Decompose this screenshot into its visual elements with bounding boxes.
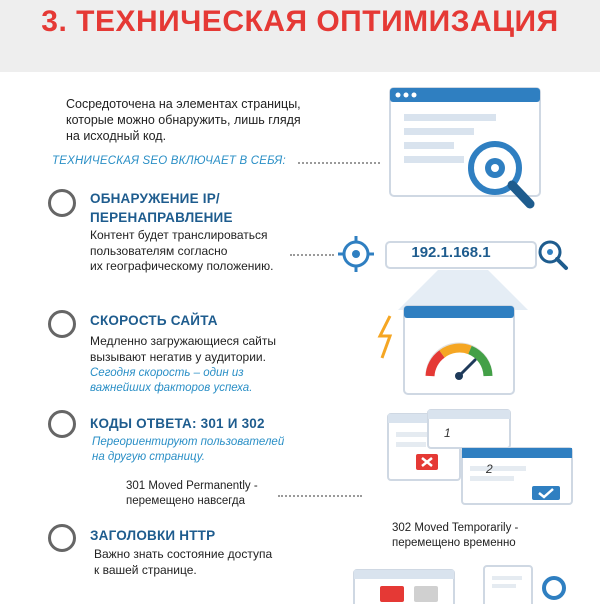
code-note-line: 301 Moved Permanently - bbox=[126, 480, 258, 492]
projection-beam bbox=[398, 270, 528, 310]
intro-line: на исходный код. bbox=[66, 129, 167, 143]
section-note-line: на другую страницу. bbox=[92, 451, 205, 463]
code-note-line: 302 Moved Temporarily - bbox=[392, 522, 519, 534]
section-body-headers bbox=[94, 547, 272, 578]
dotted-connector bbox=[278, 495, 362, 497]
header-band bbox=[0, 0, 600, 72]
intro-line: Сосредоточена на элементах страницы, bbox=[66, 97, 301, 111]
section-title-speed: СКОРОСТЬ САЙТА bbox=[90, 313, 218, 328]
http-headers-illustration bbox=[354, 566, 594, 604]
dotted-connector bbox=[298, 162, 380, 164]
code-302-note bbox=[392, 521, 518, 551]
section-body-line: вызывают негатив у аудитории. bbox=[90, 349, 266, 364]
includes-label: ТЕХНИЧЕСКАЯ SEO ВКЛЮЧАЕТ В СЕБЯ: bbox=[52, 155, 286, 167]
section-bullet-circle bbox=[48, 410, 76, 438]
lightning-icon bbox=[380, 316, 390, 358]
section-bullet-circle bbox=[48, 310, 76, 338]
section-body-line: пользователям согласно bbox=[90, 243, 228, 258]
code-301-note bbox=[126, 479, 258, 509]
section-title-codes: КОДЫ ОТВЕТА: 301 И 302 bbox=[90, 416, 265, 431]
section-bullet-circle bbox=[48, 189, 76, 217]
redirect-number-2: 2 bbox=[486, 462, 493, 476]
section-title-line: ПЕРЕНАПРАВЛЕНИЕ bbox=[90, 210, 233, 225]
section-body-line: их географическому положению. bbox=[90, 259, 274, 273]
section-title-ip bbox=[90, 189, 233, 227]
close-icon bbox=[380, 586, 404, 602]
magnifier-icon bbox=[544, 578, 564, 598]
section-body-line: Важно знать состояние доступа bbox=[94, 547, 273, 561]
intro-text bbox=[66, 96, 326, 144]
section-note-speed bbox=[90, 366, 252, 396]
section-body-speed bbox=[90, 334, 276, 365]
section-bullet-circle bbox=[48, 524, 76, 552]
section-body-line: Контент будет транслироваться bbox=[90, 228, 268, 242]
code-note-line: перемещено временно bbox=[392, 537, 516, 549]
section-note-line: Сегодня скорость – один из bbox=[90, 367, 244, 379]
section-note-line: Переориентируют пользователей bbox=[92, 436, 285, 448]
dotted-connector bbox=[290, 254, 334, 256]
section-note-line: важнейших факторов успеха. bbox=[90, 382, 253, 394]
section-note-codes bbox=[92, 435, 284, 465]
intro-line: которые можно обнаружить, лишь глядя bbox=[66, 113, 301, 127]
section-title-line: ОБНАРУЖЕНИЕ IP/ bbox=[90, 191, 220, 206]
page-title: 3. ТЕХНИЧЕСКАЯ ОПТИМИЗАЦИЯ bbox=[41, 5, 559, 38]
section-body-ip bbox=[90, 228, 273, 275]
section-body-line: к вашей странице. bbox=[94, 562, 197, 577]
speed-gauge-illustration bbox=[380, 306, 520, 398]
section-title-headers: ЗАГОЛОВКИ HTTP bbox=[90, 528, 216, 543]
section-body-line: Медленно загружающиеся сайты bbox=[90, 334, 276, 348]
redirect-illustration bbox=[388, 410, 588, 510]
code-note-line: перемещено навсегда bbox=[126, 495, 246, 507]
check-icon bbox=[532, 486, 560, 500]
redirect-number-1: 1 bbox=[444, 426, 451, 440]
browser-search-illustration bbox=[390, 88, 590, 228]
ip-address-text: 192.1.168.1 bbox=[411, 244, 491, 261]
